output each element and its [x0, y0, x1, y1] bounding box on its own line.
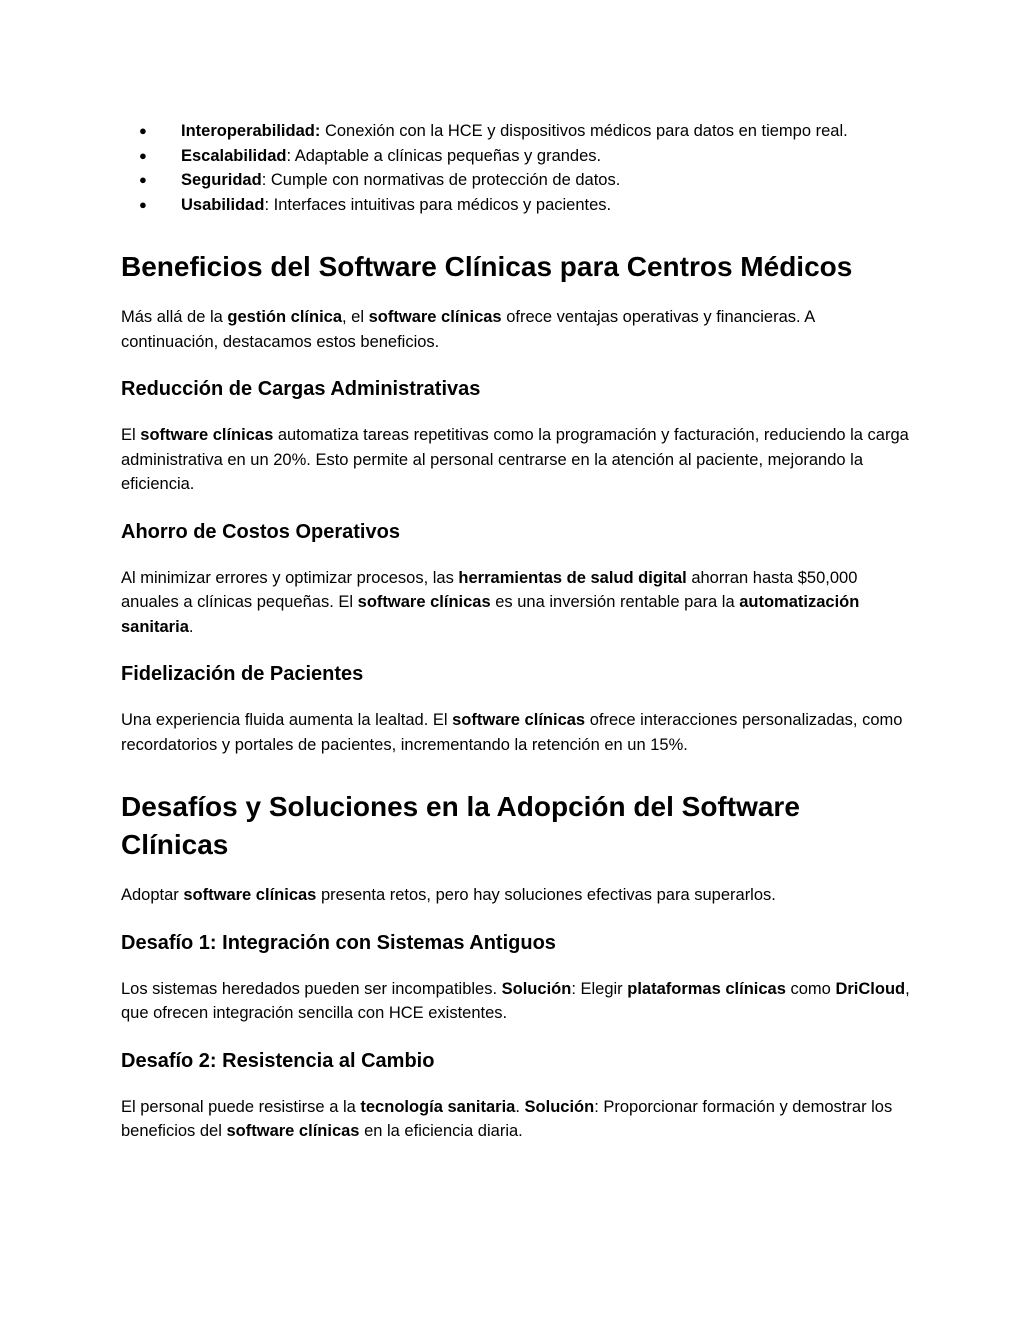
- document-page: [121, 119, 911, 1144]
- bullet-icon: ●: [139, 172, 147, 187]
- subheading-reduccion: Reducción de Cargas Administrativas: [121, 378, 481, 400]
- subheading-fidelizacion: Fidelización de Pacientes: [121, 663, 364, 685]
- subheading-desafio-2: Desafío 2: Resistencia al Cambio: [121, 1049, 435, 1072]
- list-item: ● Usabilidad: Interfaces intuitivas para médicos y pacientes.: [121, 193, 911, 218]
- list-item: ● Seguridad: Cumple con normativas de protección de datos.: [121, 168, 911, 193]
- bullet-icon: ●: [139, 123, 147, 138]
- section-heading-beneficios: Beneficios del Software Clínicas para Centros Médicos: [121, 251, 853, 282]
- subheading-ahorro: Ahorro de Costos Operativos: [121, 520, 400, 543]
- paragraph-desafio-1: Los sistemas heredados pueden ser incompatibles. Solución: Elegir plataformas clínicas como DriCloud, que ofrecen integración sencilla con HCE existentes.: [121, 979, 910, 1022]
- subheading-desafio-1: Desafío 1: Integración con Sistemas Antiguos: [121, 931, 556, 954]
- section-intro-paragraph: Más allá de la gestión clínica, el software clínicas ofrece ventajas operativas y financieras. A continuación, destacamos estos beneficios.: [121, 308, 815, 351]
- paragraph-reduccion: El software clínicas automatiza tareas repetitivas como la programación y facturación, reduciendo la carga administrativa en un 20%. Esto permite al personal centrarse en la atención al paciente, mejorando la eficiencia.: [121, 426, 909, 493]
- section-intro-paragraph: Adoptar software clínicas presenta retos, pero hay soluciones efectivas para superarlos.: [121, 886, 776, 904]
- feature-list: [121, 119, 911, 217]
- paragraph-ahorro: Al minimizar errores y optimizar procesos, las herramientas de salud digital ahorran hasta $50,000 anuales a clínicas pequeñas. El software clínicas es una inversión rentable para la automatización sanitaria.: [121, 568, 860, 636]
- list-item: ● Interoperabilidad: Conexión con la HCE y dispositivos médicos para datos en tiempo real.: [121, 119, 911, 144]
- paragraph-fidelizacion: Una experiencia fluida aumenta la lealtad. El software clínicas ofrece interacciones personalizadas, como recordatorios y portales de pacientes, incrementando la retención en un 15%.: [121, 711, 903, 754]
- paragraph-desafio-2: El personal puede resistirse a la tecnología sanitaria. Solución: Proporcionar formación y demostrar los beneficios del software clínicas en la eficiencia diaria.: [121, 1097, 893, 1140]
- section-heading-desafios: Desafíos y Soluciones en la Adopción del Software Clínicas: [121, 791, 800, 860]
- list-item: ● Escalabilidad: Adaptable a clínicas pequeñas y grandes.: [121, 144, 911, 169]
- bullet-icon: ●: [139, 196, 147, 212]
- bullet-icon: ●: [139, 147, 147, 163]
